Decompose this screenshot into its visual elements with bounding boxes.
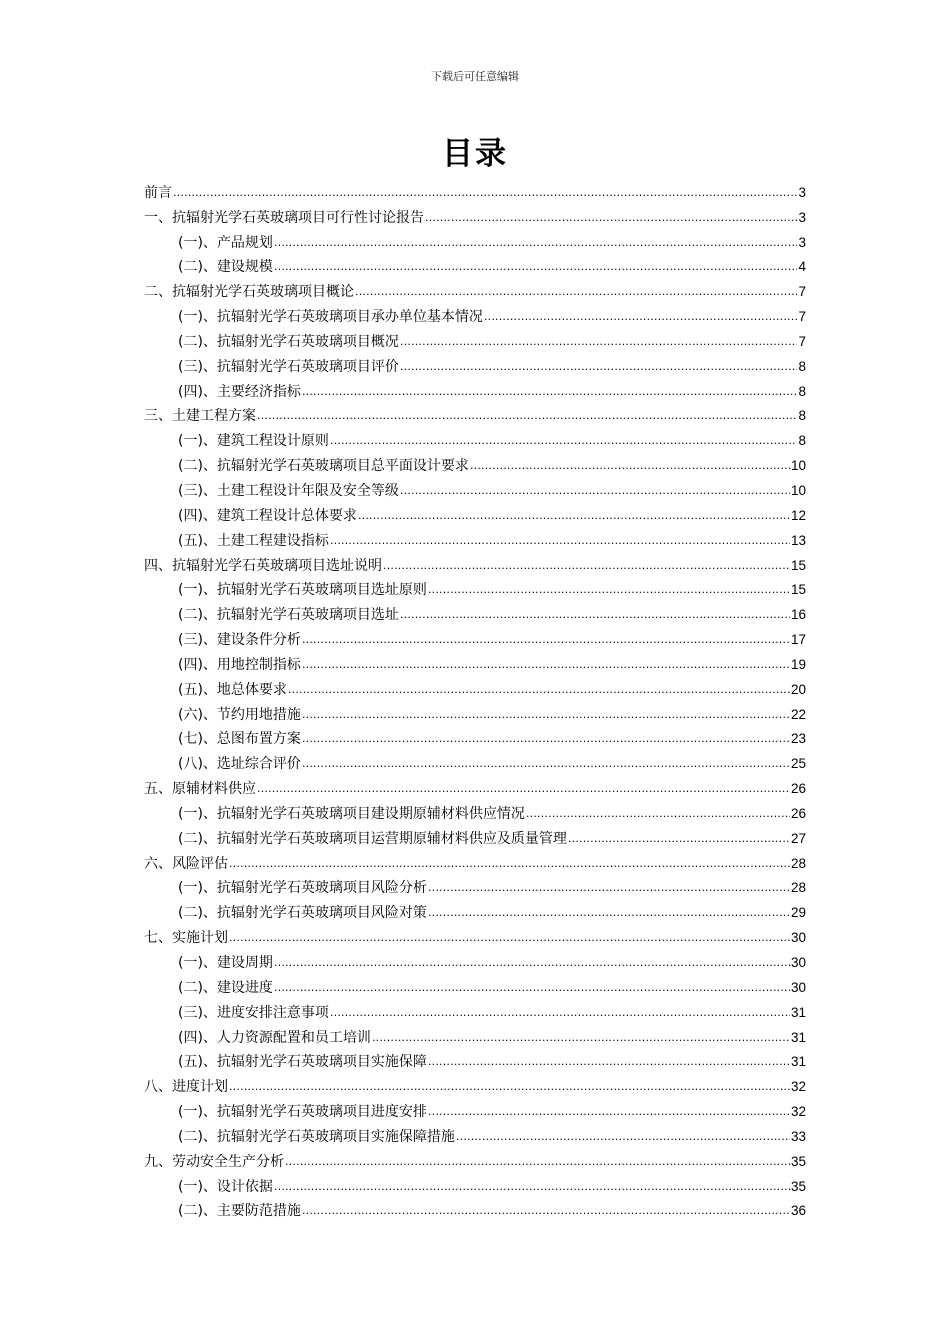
toc-page-number: 30 [790,979,806,995]
toc-dot-leader [400,607,790,623]
toc-entry-title: (一)、抗辐射光学石英玻璃项目选址原则 [178,582,427,599]
toc-entry-title: (四)、建筑工程设计总体要求 [178,507,357,524]
toc-section-entry[interactable] [144,797,806,822]
toc-entry-title: (二)、抗辐射光学石英玻璃项目运营期原辅材料供应及质量管理 [178,830,567,847]
toc-entry-title: (一)、抗辐射光学石英玻璃项目建设期原辅材料供应情况 [178,805,525,822]
toc-entry-title: 六、风险评估 [144,855,228,872]
toc-entry-title: 五、原辅材料供应 [144,781,256,798]
toc-section-entry[interactable] [144,325,806,350]
toc-page-number: 7 [798,309,806,325]
toc-section-entry[interactable] [144,1095,806,1120]
toc-page-number: 15 [790,582,806,598]
toc-page-number: 26 [790,781,806,797]
toc-dot-leader [229,930,790,946]
toc-entry-title: (六)、节约用地措施 [178,706,301,723]
toc-entry-title: (一)、抗辐射光学石英玻璃项目风险分析 [178,880,427,897]
toc-page-number: 31 [790,1054,806,1070]
toc-page-number: 33 [790,1128,806,1144]
toc-dot-leader [302,632,790,648]
toc-entry-title: (一)、抗辐射光学石英玻璃项目承办单位基本情况 [178,309,483,326]
toc-page-number: 22 [790,706,806,722]
toc-dot-leader [428,582,790,598]
toc-entry-title: 七、实施计划 [144,930,228,947]
toc-page-number: 36 [790,1203,806,1219]
toc-chapter-entry[interactable] [144,201,806,226]
toc-section-entry[interactable] [144,300,806,325]
toc-dot-leader [400,334,798,350]
toc-section-entry[interactable] [144,424,806,449]
toc-section-entry[interactable] [144,598,806,623]
toc-page-number: 4 [798,259,806,275]
toc-chapter-entry[interactable] [144,549,806,574]
toc-dot-leader [456,1129,790,1145]
toc-dot-leader [285,1154,790,1170]
toc-dot-leader [400,483,790,499]
toc-entry-title: 二、抗辐射光学石英玻璃项目概论 [144,284,354,301]
toc-section-entry[interactable] [144,872,806,897]
toc-entry-title: (四)、用地控制指标 [178,656,301,673]
toc-page-number: 7 [798,333,806,349]
toc-page-number: 8 [798,383,806,399]
toc-section-entry[interactable] [144,574,806,599]
toc-section-entry[interactable] [144,1195,806,1220]
toc-page-number: 35 [790,1178,806,1194]
toc-page-number: 28 [790,880,806,896]
toc-entry-title: (二)、抗辐射光学石英玻璃项目概况 [178,333,399,350]
toc-section-entry[interactable] [144,946,806,971]
toc-entry-title: (二)、抗辐射光学石英玻璃项目总平面设计要求 [178,458,469,475]
toc-page-number: 32 [790,1079,806,1095]
toc-dot-leader [274,955,790,971]
toc-page-number: 7 [798,284,806,300]
toc-dot-leader [302,384,798,400]
toc-chapter-entry[interactable] [144,176,806,201]
toc-section-entry[interactable] [144,673,806,698]
toc-page-number: 10 [790,482,806,498]
toc-entry-title: (二)、主要防范措施 [178,1203,301,1220]
toc-page-number: 8 [798,408,806,424]
toc-entry-title: (五)、地总体要求 [178,681,287,698]
toc-entry-title: 九、劳动安全生产分析 [144,1153,284,1170]
toc-dot-leader [526,806,790,822]
toc-dot-leader [428,1054,790,1070]
toc-chapter-entry[interactable] [144,275,806,300]
toc-chapter-entry[interactable] [144,1145,806,1170]
toc-entry-title: (五)、土建工程建设指标 [178,532,329,549]
toc-chapter-entry[interactable] [144,921,806,946]
toc-page-number: 3 [798,209,806,225]
toc-page-number: 16 [790,607,806,623]
toc-entry-title: 八、进度计划 [144,1079,228,1096]
toc-page-number: 15 [790,557,806,573]
toc-entry-title: (一)、设计依据 [178,1178,273,1195]
toc-chapter-entry[interactable] [144,400,806,425]
toc-dot-leader [302,731,790,747]
toc-page-number: 30 [790,930,806,946]
toc-dot-leader [372,1030,790,1046]
toc-entry-title: (八)、选址综合评价 [178,756,301,773]
toc-page-number: 13 [790,532,806,548]
toc-page-number: 3 [798,234,806,250]
toc-entry-title: (一)、建筑工程设计原则 [178,433,329,450]
toc-chapter-entry[interactable] [144,772,806,797]
toc-page-number: 23 [790,731,806,747]
toc-section-entry[interactable] [144,1021,806,1046]
toc-dot-leader [274,235,798,251]
toc-section-entry[interactable] [144,996,806,1021]
toc-entry-title: (三)、建设条件分析 [178,632,301,649]
toc-entry-title: (一)、抗辐射光学石英玻璃项目进度安排 [178,1104,427,1121]
toc-section-entry[interactable] [144,1170,806,1195]
toc-dot-leader [288,682,790,698]
toc-entry-title: (二)、抗辐射光学石英玻璃项目风险对策 [178,905,427,922]
toc-section-entry[interactable] [144,896,806,921]
toc-page-number: 28 [790,855,806,871]
toc-page-number: 31 [790,1029,806,1045]
toc-entry-title: (二)、建设规模 [178,259,273,276]
toc-dot-leader [330,533,790,549]
toc-section-entry[interactable] [144,723,806,748]
toc-entry-title: (三)、进度安排注意事项 [178,1004,329,1021]
toc-chapter-entry[interactable] [144,847,806,872]
toc-dot-leader [428,905,790,921]
toc-page-number: 26 [790,805,806,821]
download-note: 下载后可任意编辑 [431,70,519,83]
toc-entry-title: 三、土建工程方案 [144,408,256,425]
toc-section-entry[interactable] [144,1046,806,1071]
toc-dot-leader [383,558,790,574]
toc-page-number: 17 [790,632,806,648]
toc-section-entry[interactable] [144,499,806,524]
toc-section-entry[interactable] [144,474,806,499]
toc-page-number: 10 [790,458,806,474]
toc-section-entry[interactable] [144,822,806,847]
toc-dot-leader [355,284,797,300]
toc-section-entry[interactable] [144,449,806,474]
table-of-contents [144,176,806,1219]
toc-section-entry[interactable] [144,350,806,375]
toc-entry-title: (三)、抗辐射光学石英玻璃项目评价 [178,358,399,375]
toc-dot-leader [257,408,797,424]
toc-section-entry[interactable] [144,648,806,673]
toc-section-entry[interactable] [144,375,806,400]
toc-page-number: 20 [790,681,806,697]
toc-entry-title: (二)、抗辐射光学石英玻璃项目选址 [178,607,399,624]
toc-entry-title: (二)、抗辐射光学石英玻璃项目实施保障措施 [178,1128,455,1145]
toc-entry-title: (一)、产品规划 [178,234,273,251]
toc-entry-title: (四)、主要经济指标 [178,383,301,400]
toc-page-number: 27 [790,830,806,846]
toc-page-number: 25 [790,756,806,772]
toc-page-number: 35 [790,1153,806,1169]
toc-dot-leader [484,309,798,325]
toc-dot-leader [470,458,790,474]
toc-section-entry[interactable] [144,251,806,276]
toc-dot-leader [330,1005,790,1021]
toc-dot-leader [568,831,790,847]
toc-dot-leader [229,856,790,872]
toc-entry-title: (四)、人力资源配置和员工培训 [178,1029,371,1046]
toc-dot-leader [274,980,790,996]
toc-dot-leader [428,880,790,896]
toc-entry-title: 一、抗辐射光学石英玻璃项目可行性讨论报告 [144,209,424,226]
toc-dot-leader [425,210,797,226]
toc-dot-leader [274,1179,790,1195]
toc-section-entry[interactable] [144,698,806,723]
toc-dot-leader [400,359,798,375]
toc-entry-title: (七)、总图布置方案 [178,731,301,748]
toc-entry-title: (二)、建设进度 [178,979,273,996]
toc-dot-leader [257,781,790,797]
toc-dot-leader [428,1104,790,1120]
toc-page-number: 19 [790,656,806,672]
toc-section-entry[interactable] [144,524,806,549]
toc-page-number: 32 [790,1104,806,1120]
toc-dot-leader [302,657,790,673]
toc-page-number: 29 [790,905,806,921]
toc-title: 目录 [442,136,508,172]
toc-page-number: 12 [790,507,806,523]
toc-page-number: 3 [798,184,806,200]
toc-dot-leader [274,259,798,275]
toc-entry-title: (一)、建设周期 [178,955,273,971]
toc-dot-leader [302,756,790,772]
toc-page-number: 8 [798,358,806,374]
toc-entry-title: 前言 [144,184,172,201]
toc-section-entry[interactable] [144,226,806,251]
toc-entry-title: (三)、土建工程设计年限及安全等级 [178,482,399,499]
toc-page-number: 31 [790,1004,806,1020]
toc-dot-leader [330,433,798,449]
toc-dot-leader [302,707,790,723]
toc-section-entry[interactable] [144,1120,806,1145]
toc-section-entry[interactable] [144,747,806,772]
toc-section-entry[interactable] [144,623,806,648]
toc-section-entry[interactable] [144,971,806,996]
toc-page-number: 30 [790,955,806,970]
toc-dot-leader [229,1079,790,1095]
toc-entry-title: (五)、抗辐射光学石英玻璃项目实施保障 [178,1054,427,1071]
toc-dot-leader [173,185,797,201]
toc-entry-title: 四、抗辐射光学石英玻璃项目选址说明 [144,557,382,574]
toc-chapter-entry[interactable] [144,1070,806,1095]
toc-dot-leader [358,508,790,524]
toc-page-number: 8 [798,433,806,449]
toc-dot-leader [302,1203,790,1219]
